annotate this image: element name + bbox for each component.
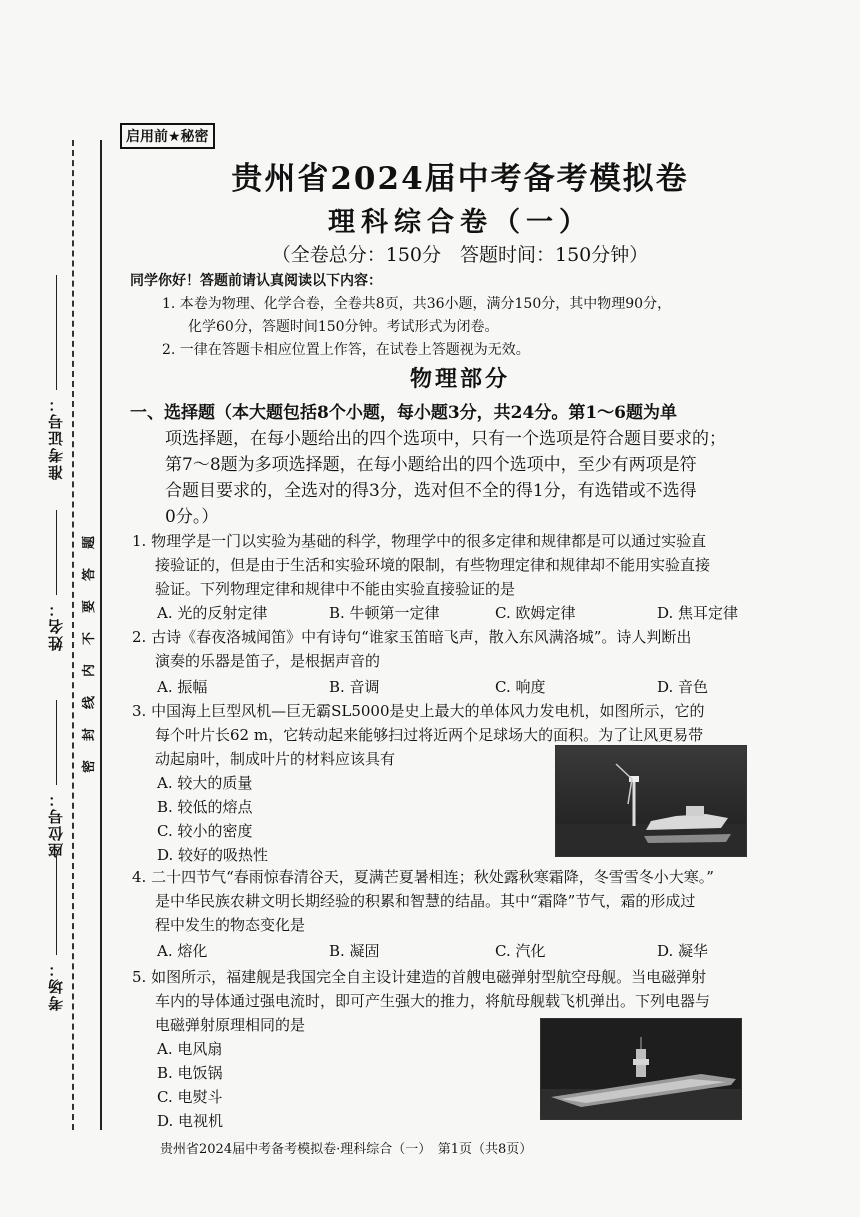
question-line: 是中华民族农耕文明长期经验的积累和智慧的结晶。其中“霜降”节气，霜的形成过 [155, 892, 696, 910]
question-line: 3. 中国海上巨型风机—巨无霸SL5000是史上最大的单体风力发电机，如图所示，它的 [132, 702, 705, 720]
seat-label: 座位号： [47, 790, 65, 858]
question-line: 每个叶片长62 m，它转动起来能够扫过将近两个足球场大的面积。为了让风更易带 [155, 726, 704, 744]
option: A. 光的反射定律 [157, 604, 268, 622]
aircraft-carrier-photo [540, 1018, 742, 1120]
option: B. 电饭锅 [157, 1064, 223, 1082]
notice-item: 2. 一律在答题卡相应位置上作答，在试卷上答题视为无效。 [162, 342, 530, 358]
score-time-info: （全卷总分：150分 答题时间：150分钟） [271, 244, 649, 266]
option: D. 电视机 [157, 1112, 224, 1130]
binding-dashed-line [72, 140, 74, 1130]
notice-item: 化学60分，答题时间150分钟。考试形式为闭卷。 [188, 319, 499, 335]
seal-char: 线 [82, 695, 98, 710]
question-line: 接验证的，但是由于生活和实验环境的限制，有些物理定律和规律却不能用实验直接 [155, 556, 711, 574]
question-line: 4. 二十四节气“春雨惊春清谷天，夏满芒夏暑相连；秋处露秋寒霜降，冬雪雪冬小大寒。” [132, 868, 714, 886]
question-line: 5. 如图所示，福建舰是我国完全自主设计建造的首艘电磁弹射型航空母舰。当电磁弹射 [132, 968, 707, 986]
part1-line: 0分。） [165, 507, 219, 527]
option: B. 较低的熔点 [157, 798, 253, 816]
notice-heading: 同学你好！答题前请认真阅读以下内容： [130, 273, 382, 289]
question-line: 车内的导体通过强电流时，即可产生强大的推力，将航母舰载飞机弹出。下列电器与 [155, 992, 711, 1010]
option: C. 电熨斗 [157, 1088, 223, 1106]
name-field[interactable] [56, 510, 57, 595]
page-title: 贵州省2024届中考备考模拟卷 [231, 161, 689, 197]
room-label: 考场： [47, 960, 65, 1011]
seal-char: 密 [82, 759, 98, 774]
option: A. 电风扇 [157, 1040, 223, 1058]
confidential-label: 启用前★秘密 [120, 123, 215, 149]
option: C. 响度 [495, 678, 546, 696]
wind-turbine-photo [555, 745, 747, 857]
option: B. 音调 [329, 678, 380, 696]
option: B. 牛顿第一定律 [329, 604, 440, 622]
exam-number-field[interactable] [56, 275, 57, 390]
section-title: 物理部分 [409, 366, 510, 392]
question-line: 2. 古诗《春夜洛城闻笛》中有诗句“谁家玉笛暗飞声，散入东风满洛城”。诗人判断出 [132, 628, 692, 646]
question-line: 1. 物理学是一门以实验为基础的科学，物理学中的很多定律和规律都是可以通过实验直 [132, 532, 707, 550]
option: C. 较小的密度 [157, 822, 253, 840]
option: D. 焦耳定律 [657, 604, 739, 622]
part1-line: 合题目要求的，全选对的得3分，选对但不全的得1分，有选错或不选得 [165, 481, 697, 501]
option: D. 凝华 [657, 942, 709, 960]
seal-char: 要 [82, 599, 98, 614]
part1-line: 一、选择题（本大题包括8个小题，每小题3分，共24分。第1～6题为单 [130, 403, 677, 423]
option: A. 熔化 [157, 942, 208, 960]
room-field[interactable] [56, 855, 57, 955]
notice-item: 1. 本卷为物理、化学合卷，全卷共8页，共36小题，满分150分，其中物理90分， [162, 296, 672, 312]
part1-line: 项选择题，在每小题给出的四个选项中，只有一个选项是符合题目要求的； [165, 429, 726, 449]
question-line: 演奏的乐器是笛子，是根据声音的 [155, 652, 381, 670]
option: D. 音色 [657, 678, 709, 696]
seal-char: 不 [82, 631, 98, 646]
part1-line: 第7～8题为多项选择题，在每小题给出的四个选项中，至少有两项是符 [165, 455, 697, 475]
option: B. 凝固 [329, 942, 380, 960]
page-footer: 贵州省2024届中考备考模拟卷·理科综合（一） 第1页（共8页） [160, 1142, 533, 1157]
seal-char: 题 [82, 535, 98, 550]
question-line: 动起扇叶，制成叶片的材料应该具有 [155, 750, 396, 768]
seal-char: 答 [82, 567, 98, 582]
option: C. 汽化 [495, 942, 546, 960]
option: C. 欧姆定律 [495, 604, 576, 622]
name-label: 姓名： [47, 600, 65, 651]
page-subtitle: 理科综合卷（一） [328, 207, 592, 238]
seat-field[interactable] [56, 700, 57, 785]
question-line: 验证。下列物理定律和规律中不能由实验直接验证的是 [155, 580, 516, 598]
seal-char: 内 [82, 663, 98, 678]
option: D. 较好的吸热性 [157, 846, 269, 864]
question-line: 电磁弹射原理相同的是 [155, 1016, 306, 1034]
seal-char: 封 [82, 727, 98, 742]
option: A. 振幅 [157, 678, 208, 696]
exam-number-label: 准考证号： [47, 395, 65, 480]
option: A. 较大的质量 [157, 774, 253, 792]
question-line: 程中发生的物态变化是 [155, 916, 306, 934]
binding-solid-line [100, 140, 102, 1130]
